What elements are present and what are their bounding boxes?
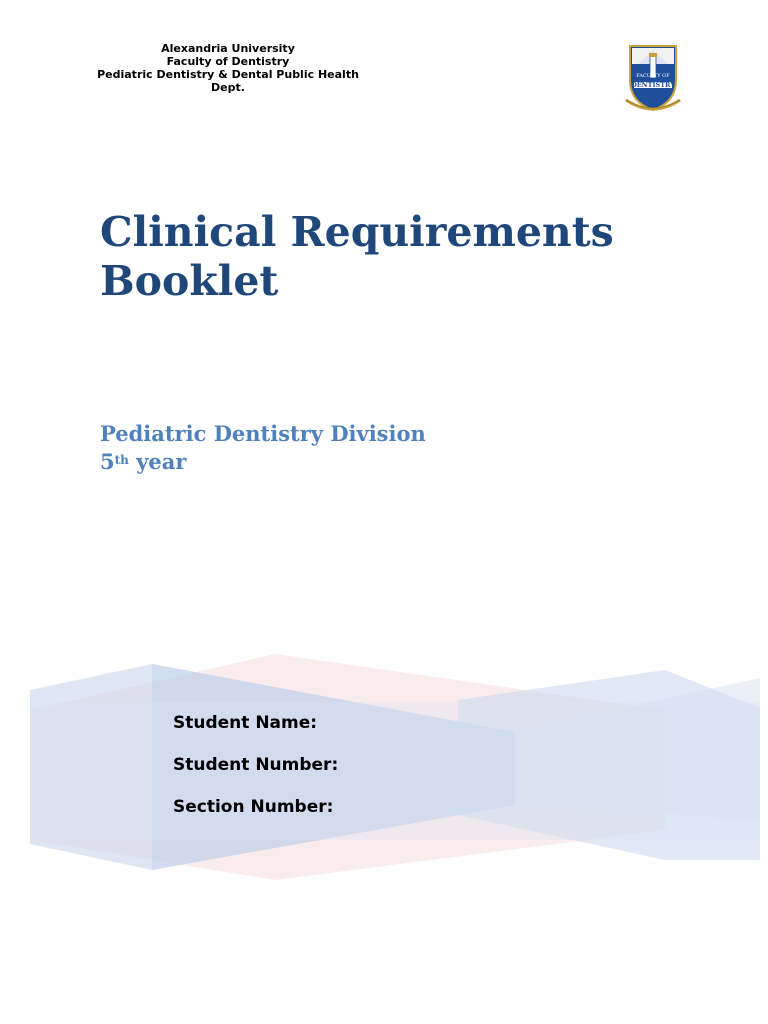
student-number-label: Student Number: bbox=[173, 755, 339, 775]
year-word: year bbox=[136, 449, 187, 474]
student-info-fields bbox=[173, 712, 338, 838]
year-number: 5 bbox=[100, 449, 115, 474]
university-name: Alexandria University bbox=[161, 42, 295, 55]
department-name: Pediatric Dentistry & Dental Public Health bbox=[97, 68, 359, 81]
division-name: Pediatric Dentistry Division bbox=[100, 421, 426, 446]
year-label bbox=[100, 448, 426, 476]
division-subtitle bbox=[100, 420, 426, 476]
faculty-name: Faculty of Dentistry bbox=[166, 55, 290, 68]
department-suffix: Dept. bbox=[211, 81, 245, 94]
logo-text-top: FACULTY OF bbox=[636, 73, 670, 79]
faculty-crest-icon bbox=[620, 42, 686, 114]
title-line-2: Booklet bbox=[100, 257, 279, 305]
decorative-ribbon-band bbox=[0, 640, 768, 890]
university-header bbox=[88, 42, 368, 94]
year-suffix: th bbox=[114, 453, 129, 467]
logo-text-main: DENTISTRY bbox=[631, 81, 675, 89]
student-name-label: Student Name: bbox=[173, 713, 318, 733]
section-number-label: Section Number: bbox=[173, 797, 334, 817]
title-line-1: Clinical Requirements bbox=[100, 208, 614, 256]
page-title bbox=[100, 208, 614, 306]
